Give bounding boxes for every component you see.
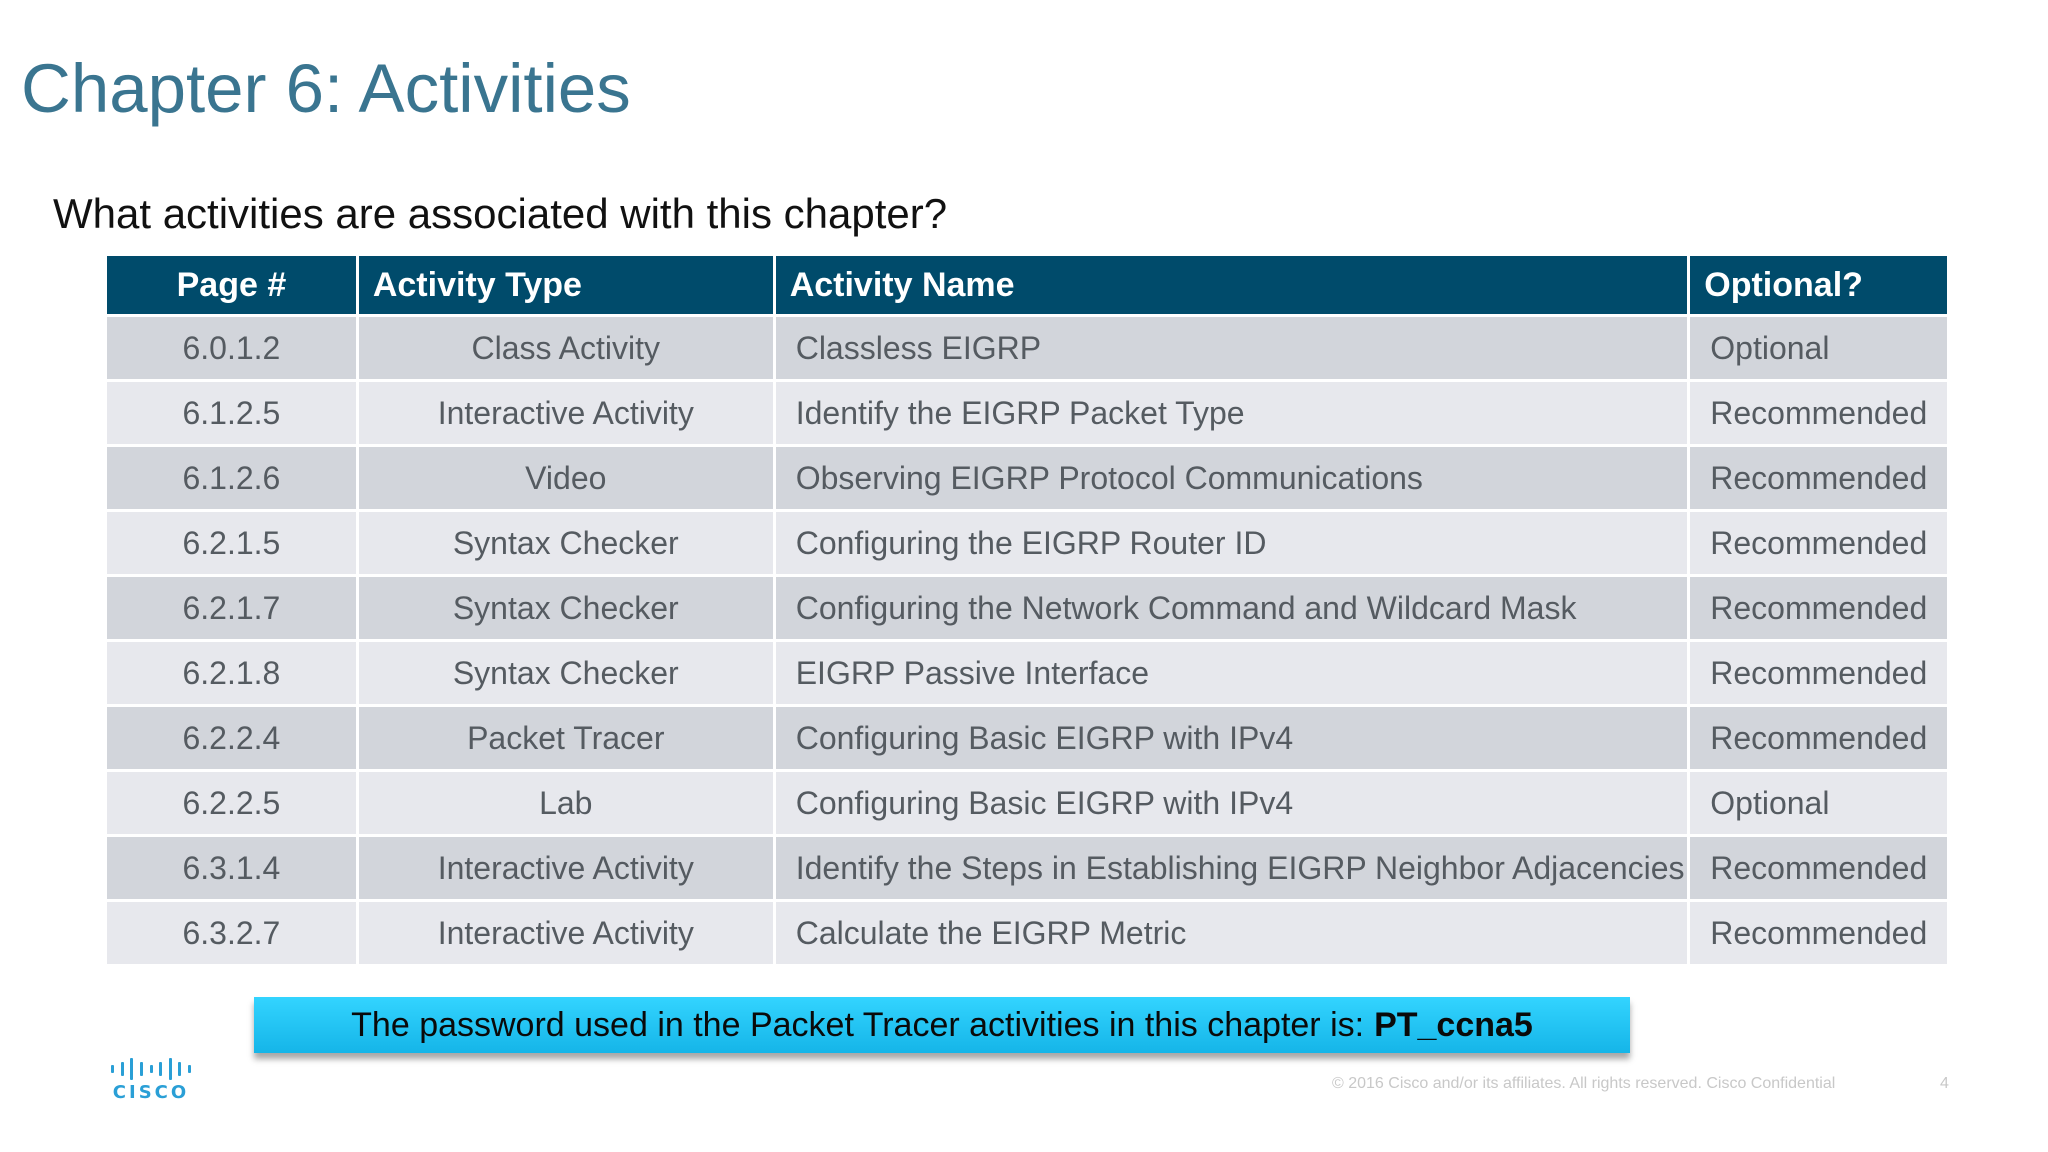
cell-activity-name: Configuring the Network Command and Wildcard Mask (776, 577, 1688, 639)
cell-optional: Recommended (1690, 382, 1947, 444)
cell-activity-type: Syntax Checker (359, 642, 773, 704)
cell-page-number: 6.2.2.4 (107, 707, 356, 769)
table-row (107, 577, 1947, 639)
cell-page-number: 6.2.1.5 (107, 512, 356, 574)
activities-table (104, 253, 1950, 967)
cell-page-number: 6.2.1.7 (107, 577, 356, 639)
header-optional: Optional? (1690, 256, 1947, 314)
header-activity-type: Activity Type (359, 256, 773, 314)
cell-activity-name: Identify the Steps in Establishing EIGRP Neighbor Adjacencies (776, 837, 1688, 899)
password-note-text: The password used in the Packet Tracer activities in this chapter is: (351, 1005, 1365, 1044)
header-page-number: Page # (107, 256, 356, 314)
cell-page-number: 6.1.2.6 (107, 447, 356, 509)
cell-page-number: 6.3.2.7 (107, 902, 356, 964)
table-row (107, 837, 1947, 899)
cell-activity-type: Packet Tracer (359, 707, 773, 769)
cell-activity-name: Calculate the EIGRP Metric (776, 902, 1688, 964)
cell-optional: Recommended (1690, 902, 1947, 964)
cell-optional: Recommended (1690, 642, 1947, 704)
cell-page-number: 6.0.1.2 (107, 317, 356, 379)
cell-page-number: 6.2.2.5 (107, 772, 356, 834)
table-row (107, 772, 1947, 834)
cell-activity-type: Syntax Checker (359, 512, 773, 574)
slide-question: What activities are associated with this chapter? (53, 190, 948, 237)
cisco-logo (111, 1058, 195, 1102)
cell-activity-name: Configuring Basic EIGRP with IPv4 (776, 772, 1688, 834)
cell-optional: Recommended (1690, 512, 1947, 574)
table-row (107, 642, 1947, 704)
table-row (107, 707, 1947, 769)
table-row (107, 512, 1947, 574)
slide-title: Chapter 6: Activities (21, 50, 631, 127)
cell-optional: Recommended (1690, 577, 1947, 639)
cell-optional: Optional (1690, 772, 1947, 834)
password-note (254, 997, 1630, 1053)
table-row (107, 317, 1947, 379)
cell-activity-name: EIGRP Passive Interface (776, 642, 1688, 704)
cell-activity-type: Class Activity (359, 317, 773, 379)
table-header-row (107, 256, 1947, 314)
cell-activity-type: Interactive Activity (359, 382, 773, 444)
cell-optional: Recommended (1690, 837, 1947, 899)
table-row (107, 447, 1947, 509)
cell-page-number: 6.2.1.8 (107, 642, 356, 704)
password-value: PT_ccna5 (1374, 1005, 1533, 1044)
header-activity-name: Activity Name (776, 256, 1688, 314)
cell-page-number: 6.1.2.5 (107, 382, 356, 444)
cell-activity-type: Syntax Checker (359, 577, 773, 639)
cell-activity-type: Interactive Activity (359, 902, 773, 964)
cell-page-number: 6.3.1.4 (107, 837, 356, 899)
cell-activity-name: Configuring Basic EIGRP with IPv4 (776, 707, 1688, 769)
cell-activity-type: Interactive Activity (359, 837, 773, 899)
page-number: 4 (1940, 1075, 1949, 1092)
cell-activity-type: Video (359, 447, 773, 509)
cell-optional: Optional (1690, 317, 1947, 379)
cell-activity-type: Lab (359, 772, 773, 834)
cisco-bars-icon (111, 1058, 191, 1080)
table-row (107, 902, 1947, 964)
cell-activity-name: Classless EIGRP (776, 317, 1688, 379)
cell-activity-name: Configuring the EIGRP Router ID (776, 512, 1688, 574)
table-row (107, 382, 1947, 444)
cell-optional: Recommended (1690, 707, 1947, 769)
cell-activity-name: Observing EIGRP Protocol Communications (776, 447, 1688, 509)
footer-copyright: © 2016 Cisco and/or its affiliates. All rights reserved. Cisco Confidential (1332, 1075, 1836, 1092)
cell-optional: Recommended (1690, 447, 1947, 509)
cell-activity-name: Identify the EIGRP Packet Type (776, 382, 1688, 444)
cisco-logo-text: CISCO (112, 1082, 190, 1103)
